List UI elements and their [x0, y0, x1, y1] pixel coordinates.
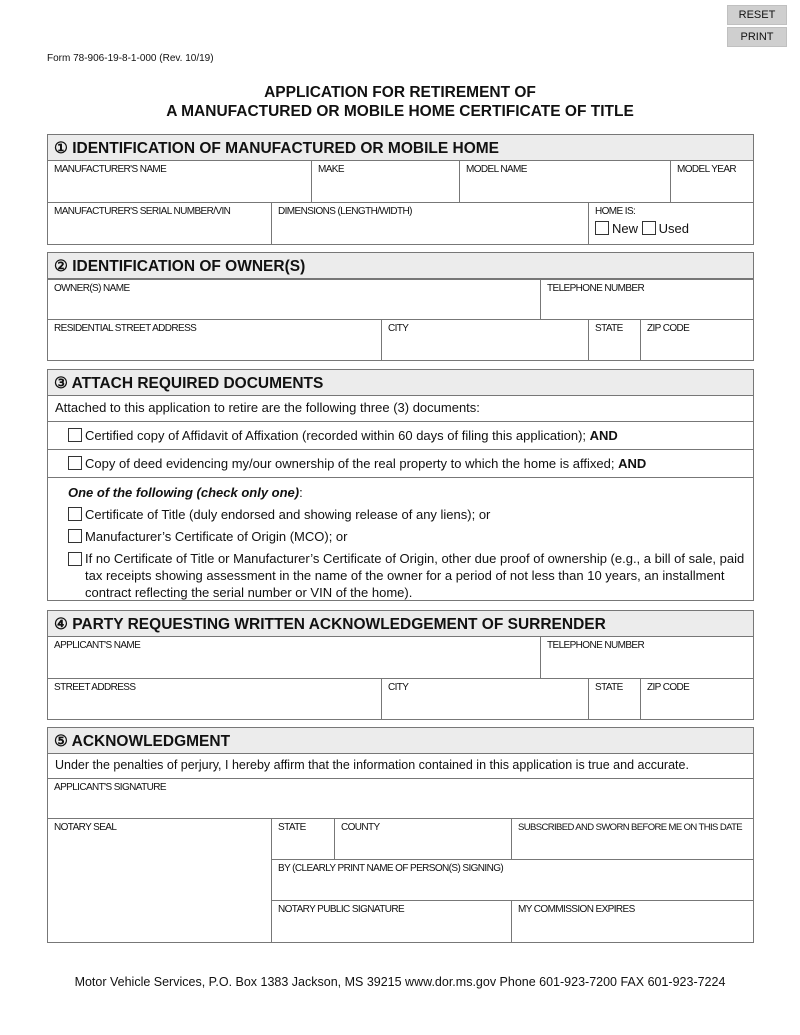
label: STREET ADDRESS	[54, 682, 136, 693]
page-title-line1: APPLICATION FOR RETIREMENT OF	[264, 84, 536, 101]
section1-header: ① IDENTIFICATION OF MANUFACTURED OR MOBILE HOME	[47, 134, 754, 161]
section5-header: ⑤ ACKNOWLEDGMENT	[47, 727, 754, 754]
label: MANUFACTURER'S SERIAL NUMBER/VIN	[54, 206, 231, 217]
applicant-zip-field[interactable]	[640, 678, 754, 720]
page-title-line2: A MANUFACTURED OR MOBILE HOME CERTIFICATE OF TITLE	[166, 103, 634, 120]
home-is-label: HOME IS:	[595, 206, 636, 217]
applicant-state-field[interactable]	[588, 678, 641, 720]
applicant-address-field[interactable]	[47, 678, 382, 720]
owner-zip-field[interactable]	[640, 319, 754, 361]
label: STATE	[278, 822, 306, 833]
label: MODEL NAME	[466, 164, 527, 175]
owner-name-field[interactable]	[47, 279, 541, 320]
label: APPLICANT'S NAME	[54, 640, 141, 651]
title-checkbox[interactable]	[68, 507, 82, 521]
label: NOTARY SEAL	[54, 822, 117, 833]
section4-header: ④ PARTY REQUESTING WRITTEN ACKNOWLEDGEMENT OF SURRENDER	[47, 610, 754, 637]
model-name-field[interactable]	[459, 160, 671, 203]
notary-seal-area	[47, 818, 272, 943]
label: Certificate of Title (duly endorsed and showing release of any liens); or	[85, 507, 491, 522]
doc-item-deed	[47, 449, 754, 478]
label: TELEPHONE NUMBER	[547, 640, 645, 651]
applicant-name-field[interactable]	[47, 636, 541, 679]
ownership-options	[47, 477, 754, 601]
label: STATE	[595, 682, 623, 693]
perjury-statement: Under the penalties of perjury, I hereby affirm that the information contained in this application is true and accurate.	[47, 753, 754, 779]
other-proof-checkbox[interactable]	[68, 552, 82, 566]
label: CITY	[388, 323, 409, 334]
model-year-field[interactable]	[670, 160, 754, 203]
label: CITY	[388, 682, 409, 693]
used-label: Used	[658, 221, 689, 236]
form-number: Form 78-906-19-8-1-000 (Rev. 10/19)	[47, 53, 214, 64]
reset-button[interactable]: RESET	[727, 5, 787, 25]
one-of-label: One of the following (check only one)	[68, 485, 300, 500]
label: NOTARY PUBLIC SIGNATURE	[278, 904, 405, 915]
label: MODEL YEAR	[677, 164, 737, 175]
label: SUBSCRIBED AND SWORN BEFORE ME ON THIS DATE	[518, 822, 743, 833]
label: BY (CLEARLY PRINT NAME OF PERSON(S) SIGNING)	[278, 863, 504, 874]
applicant-city-field[interactable]	[381, 678, 589, 720]
label: Copy of deed evidencing my/our ownership of the real property to which the home is affixed;	[85, 456, 615, 471]
label: RESIDENTIAL STREET ADDRESS	[54, 323, 197, 334]
applicant-signature-field[interactable]	[47, 778, 754, 819]
dimensions-field[interactable]	[271, 202, 589, 245]
serial-vin-field[interactable]	[47, 202, 272, 245]
label: MAKE	[318, 164, 344, 175]
label: ZIP CODE	[647, 682, 690, 693]
owner-telephone-field[interactable]	[540, 279, 754, 320]
label: APPLICANT'S SIGNATURE	[54, 782, 166, 793]
deed-checkbox[interactable]	[68, 456, 82, 470]
label: OWNER(S) NAME	[54, 283, 130, 294]
section3-header: ③ ATTACH REQUIRED DOCUMENTS	[47, 369, 754, 396]
applicant-telephone-field[interactable]	[540, 636, 754, 679]
label: Manufacturer’s Certificate of Origin (MCO); or	[85, 529, 348, 544]
label: STATE	[595, 323, 623, 334]
new-checkbox[interactable]	[595, 221, 609, 235]
label: MY COMMISSION EXPIRES	[518, 904, 635, 915]
label: If no Certificate of Title or Manufacturer’s Certificate of Origin, other due proof of ownership (e.g., a bill of sale, paid tax receipts showing assessment in the name of the owner for a period of not less than 10 years, an installment contract reflecting the serial number or VIN of the home).	[85, 551, 745, 600]
owner-address-field[interactable]	[47, 319, 382, 361]
sworn-date-field[interactable]	[511, 818, 754, 860]
signer-name-field[interactable]	[271, 859, 754, 901]
label: COUNTY	[341, 822, 380, 833]
home-is-field	[588, 202, 754, 245]
make-field[interactable]	[311, 160, 460, 203]
manufacturer-name-field[interactable]	[47, 160, 312, 203]
notary-signature-field[interactable]	[271, 900, 512, 943]
notary-state-field[interactable]	[271, 818, 335, 860]
label: DIMENSIONS (LENGTH/WIDTH)	[278, 206, 412, 217]
section2-header: ② IDENTIFICATION OF OWNER(S)	[47, 252, 754, 279]
mco-checkbox[interactable]	[68, 529, 82, 543]
commission-expires-field[interactable]	[511, 900, 754, 943]
label: MANUFACTURER'S NAME	[54, 164, 167, 175]
documents-intro: Attached to this application to retire are the following three (3) documents:	[47, 395, 754, 422]
used-checkbox[interactable]	[642, 221, 656, 235]
and-label: AND	[589, 428, 618, 443]
notary-county-field[interactable]	[334, 818, 512, 860]
label: ZIP CODE	[647, 323, 690, 334]
owner-state-field[interactable]	[588, 319, 641, 361]
new-label: New	[612, 221, 639, 236]
doc-item-affidavit	[47, 421, 754, 450]
owner-city-field[interactable]	[381, 319, 589, 361]
footer-contact: Motor Vehicle Services, P.O. Box 1383 Jackson, MS 39215 www.dor.ms.gov Phone 601-923-7200 FAX 601-923-7224	[74, 975, 726, 989]
affidavit-checkbox[interactable]	[68, 428, 82, 442]
print-button[interactable]: PRINT	[727, 27, 787, 47]
label: TELEPHONE NUMBER	[547, 283, 645, 294]
and-label: AND	[618, 456, 647, 471]
colon: :	[299, 485, 303, 500]
label: Certified copy of Affidavit of Affixation (recorded within 60 days of filing this application);	[85, 428, 587, 443]
